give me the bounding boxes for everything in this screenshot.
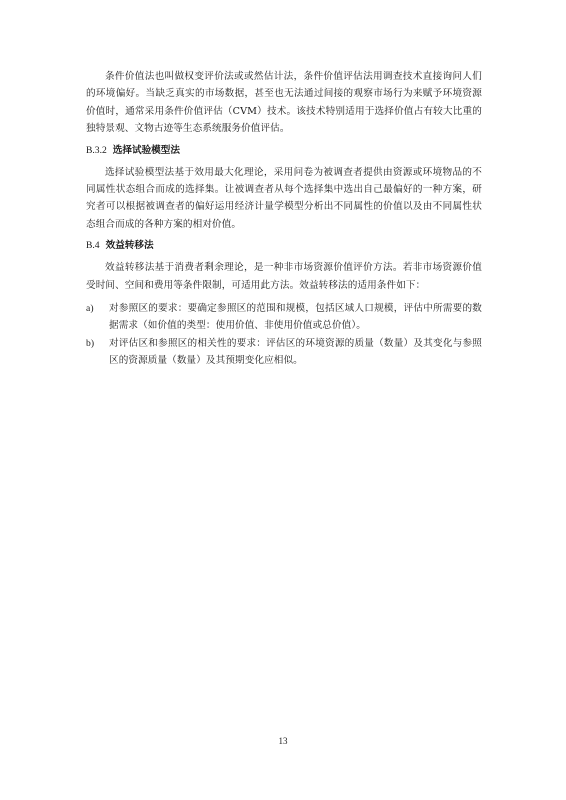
section-number: B.4 <box>86 240 100 252</box>
section-title: 效益转移法 <box>105 240 154 252</box>
section-b4-paragraph: 效益转移法基于消费者剩余理论，是一种非市场资源价值评价方法。若非市场资源价值受时间、空间和费用等条件限制，可适用此方法。效益转移法的适用条件如下： <box>86 262 482 291</box>
page-content <box>86 68 482 370</box>
list-item-text: 对参照区的要求：要确定参照区的范围和规模，包括区域人口规模，评估中所需要的数据需求（如价值的类型：使用价值、非使用价值或总价值）。 <box>109 303 482 332</box>
section-title: 选择试验模型法 <box>112 144 180 156</box>
intro-paragraph: 条件价值法也叫做权变评价法或或然估计法，条件价值评估法用调查技术直接询问人们的环境偏好。当缺乏真实的市场数据，甚至也无法通过间接的观察市场行为来赋予环境资源价值时，通常采用条件价值评估（CVM）技术。该技术特别适用于选择价值占有较大比重的独特景观、文物古迹等生态系统服务价值评估。 <box>86 71 482 135</box>
conditions-list <box>86 300 482 370</box>
list-marker: a) <box>86 303 94 315</box>
list-item <box>86 335 482 370</box>
section-heading-b32 <box>86 144 482 158</box>
page-number: 13 <box>278 736 288 746</box>
list-marker: b) <box>86 337 95 349</box>
list-item-text: 对评估区和参照区的相关性的要求：评估区的环境资源的质量（数量）及其变化与参照区的资源质量（数量）及其预期变化应相似。 <box>109 337 482 367</box>
section-b32-paragraph: 选择试验模型法基于效用最大化理论，采用问卷为被调查者提供由资源或环境物品的不同属性状态组合而成的选择集。让被调查者从每个选择集中选出自己最偏好的一种方案，研究者可以根据被调查者的偏好运用经济计量学模型分析出不同属性的价值以及由不同属性状态组合而成的各种方案的相对价值。 <box>86 166 482 230</box>
list-item <box>86 300 482 335</box>
section-number: B.3.2 <box>86 144 107 156</box>
section-heading-b4 <box>86 239 482 253</box>
